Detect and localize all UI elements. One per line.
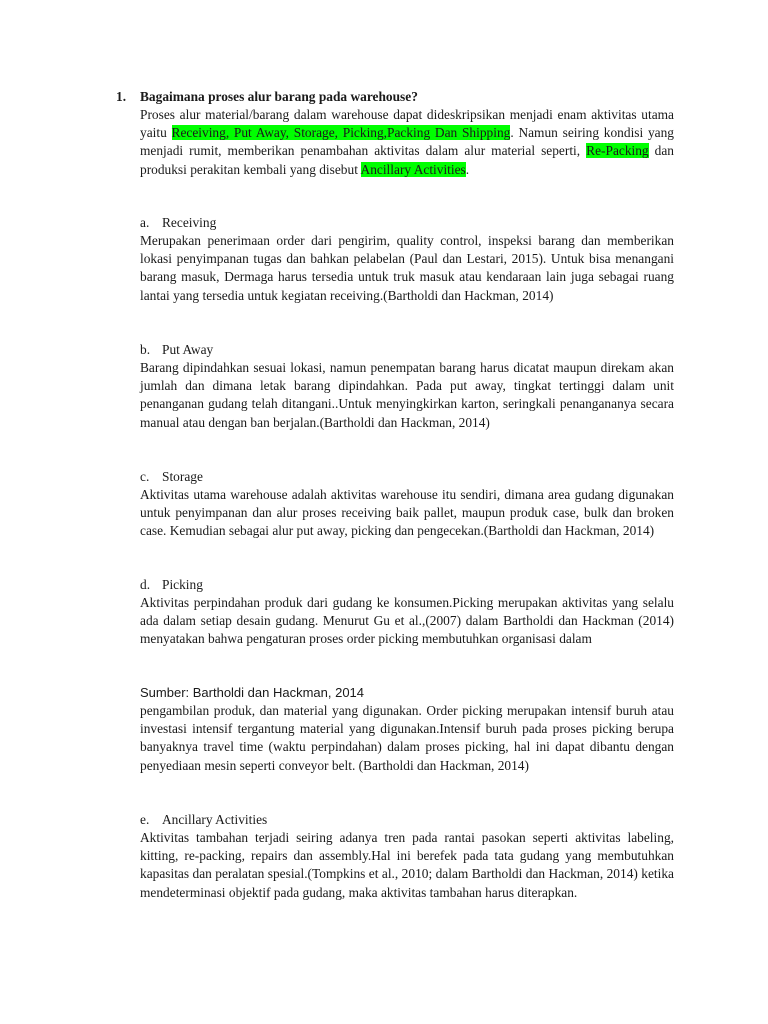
intro-text-3: dan produksi perakitan kembali yang disebut [140,143,675,177]
question-number: 1. [116,89,127,104]
intro-highlight-activities: Receiving, Put Away, Storage, Picking,Packing Dan Shipping [171,125,511,141]
source-caption: Sumber: Bartholdi dan Hackman, 2014 [140,685,365,700]
intro-highlight-ancillary: Ancillary Activities [360,161,466,177]
section-title: Picking [162,577,203,592]
section-heading-storage [140,468,203,486]
section-title: Storage [162,469,203,484]
section-title: Ancillary Activities [162,812,268,827]
intro-text-2: . Namun seiring kondisi yang menjadi rumit, memberikan penambahan aktivitas dalam alur material seperti, [140,125,675,159]
section-body-picking: Aktivitas perpindahan produk dari gudang ke konsumen.Picking merupakan aktivitas yang selalu ada dalam setiap desain gudang. Menurut Gu et al.,(2007) dalam Bartholdi dan Hackman (2014) menyatakan bahwa pengaturan proses order picking membutuhkan organisasi dalam [140,595,674,647]
section-body-receiving: Merupakan penerimaan order dari pengirim, quality control, inspeksi barang dan memberikan lokasi penyimpanan tugas dan bahkan pelabelan (Paul dan Lestari, 2015). Untuk bisa menangani barang masuk, Dermaga harus tersedia untuk truk masuk atau kendaraan lain juga sebagai ruang lantai yang tersedia untuk kegiatan receiving.(Bartholdi dan Hackman, 2014) [140,233,674,303]
section-title: Put Away [162,342,214,357]
section-letter: a. [140,215,150,230]
intro-text-1: Proses alur material/barang dalam warehouse dapat dideskripsikan menjadi enam aktivitas utama yaitu [140,107,674,141]
section-letter: d. [140,577,151,592]
section-letter: e. [140,812,150,827]
section-body-put-away: Barang dipindahkan sesuai lokasi, namun penempatan barang harus dicatat maupun direkam akan jumlah dan dimana letak barang dipindahkan. Pada put away, tingkat tertinggi dalam unit penanganan gudang telah ditangani..Untuk menyingkirkan karton, seringkali penangananya secara manual atau dengan ban berjalan.(Bartholdi dan Hackman, 2014) [140,360,674,430]
section-body-picking-continued: pengambilan produk, dan material yang digunakan. Order picking merupakan intensif buruh atau investasi intensif tergantung material yang digunakan.Intensif buruh pada proses picking berupa banyaknya travel time (waktu perpindahan) dalam proses picking, hal ini dapat dibantu dengan penyediaan mesin seperti conveyor belt. (Bartholdi dan Hackman, 2014) [140,703,674,773]
section-title: Receiving [162,215,217,230]
section-letter: c. [140,469,150,484]
intro-highlight-repacking: Re-Packing [586,143,649,159]
section-body-ancillary: Aktivitas tambahan terjadi seiring adanya tren pada rantai pasokan seperti aktivitas labeling, kitting, re-packing, repairs dan assembly.Hal ini berefek pada tata gudang yang membutuhkan kapasitas dan peralatan spesial.(Tompkins et al., 2010; dalam Bartholdi dan Hackman, 2014) ketika mendeterminasi objektif pada gudang, maka aktivitas tambahan harus diterapkan. [140,830,674,900]
question-title: Bagaimana proses alur barang pada warehouse? [140,89,418,104]
intro-paragraph [140,106,674,179]
section-heading-picking [140,576,203,594]
intro-text-4: . [465,161,470,177]
section-heading-put-away [140,341,213,359]
section-body-storage: Aktivitas utama warehouse adalah aktivitas warehouse itu sendiri, dimana area gudang digunakan untuk penyimpanan dan alur proses receiving baik pallet, maupun produk case, bulk dan broken case. Kemudian sebagai alur put away, picking dan pengecekan.(Bartholdi dan Hackman, 2014) [140,487,674,539]
section-heading-receiving [140,214,216,232]
section-heading-ancillary [140,811,267,829]
section-letter: b. [140,342,151,357]
